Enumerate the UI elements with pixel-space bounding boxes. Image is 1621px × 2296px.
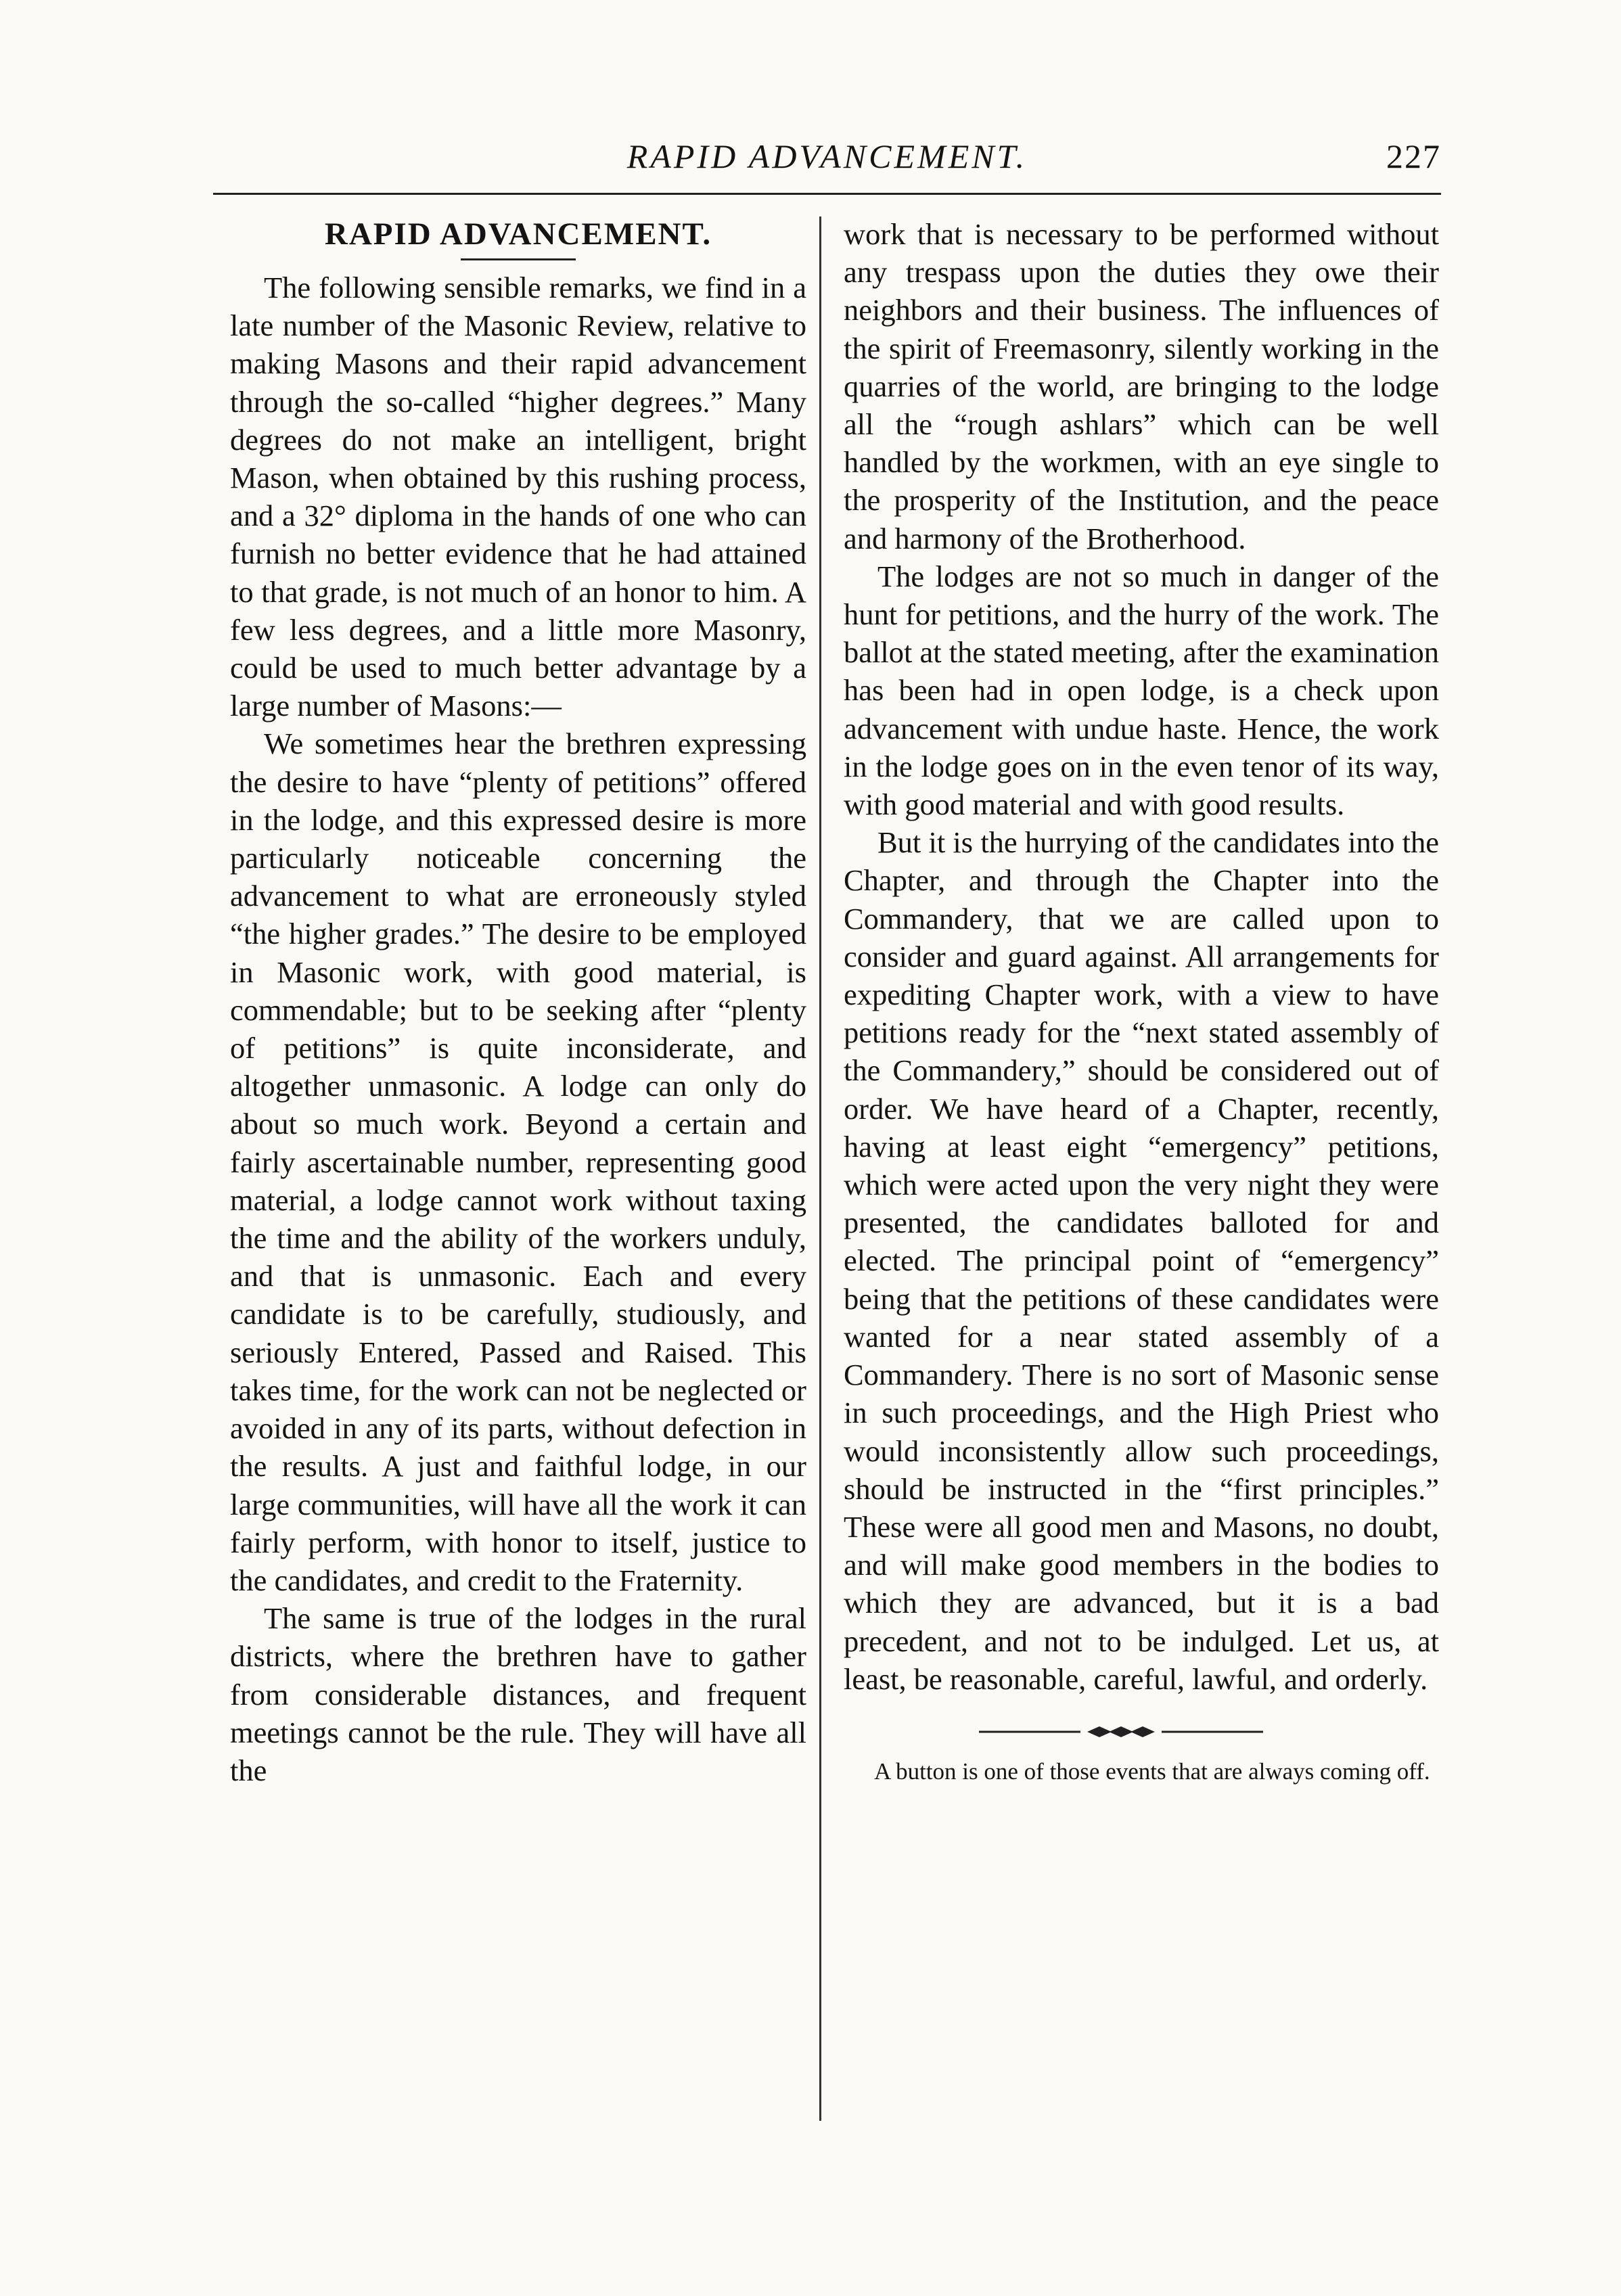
paragraph-ballot: The lodges are not so much in danger of the hunt for petitions, and the hurry of the work. The ballot at the stated meeting, after the examination has been had in open lodge, is a check upon advancement with undue haste. Hence, the work in the lodge goes on in the even tenor of its way, with good material and with good results.: [844, 559, 1439, 822]
paragraph-chapter: But it is the hurrying of the candidates into the Chapter, and through the Chapter into the Commandery, that we are called upon to consider and guard against. All arrangements for expediting Chapter work, with a view to have petitions ready for the “next stated assembly of the Commandery,” should be considered out of order. We have heard of a Chapter, recently, having at least eight “emergency” petitions, which were acted upon the very night they were presented, the candidates balloted for and elected. The principal point of “emergency” being that the petitions of these candidates were wanted for a near stated assembly of a Commandery. There is no sort of Masonic sense in such proceedings, and the High Priest who would inconsistently allow such proceedings, should be instructed in the “first principles.” These were all good men and Masons, no doubt, and will make good members in the bodies to which they are advanced, but it is a bad precedent, and not to be indulged. Let us, at least, be reasonable, careful, lawful, and orderly.: [844, 825, 1439, 1696]
article-title: RAPID ADVANCEMENT.: [324, 216, 712, 252]
right-column: [844, 215, 1439, 1787]
title-rule: [461, 258, 576, 260]
paragraph-intro: The following sensible remarks, we find in a late number of the Masonic Review, relative to making Masons and their rapid advancement through the so-called “higher degrees.” Many degrees do not make an intelligent, bright Mason, when obtained by this rushing process, and a 32° diploma in the hands of one who can furnish no better evidence that he had attained to that grade, is not much of an honor to him. A few less degrees, and a little more Masonry, could be used to much better advantage by a large number of Masons:—: [230, 271, 806, 723]
paragraph-continuation: work that is necessary to be performed without any trespass upon the duties they owe their neighbors and their business. The influences of the spirit of Freemasonry, silently working in the quarries of the world, are bringing to the lodge all the “rough ashlars” which can be well handled by the workmen, with an eye single to the prosperity of the Institution, and the peace and harmony of the Brotherhood.: [844, 217, 1439, 555]
running-head: [213, 137, 1441, 191]
left-column: [230, 215, 806, 1789]
header-rule: [213, 193, 1441, 195]
filler-note: A button is one of those events that are always coming off.: [874, 1758, 1430, 1785]
ornamental-rule: [979, 1725, 1263, 1739]
paragraph-rural-lodges: The same is true of the lodges in the rural districts, where the brethren have to gather from considerable distances, and frequent meetings cannot be the rule. They will have all the: [230, 1601, 806, 1787]
paragraph-petitions: We sometimes hear the brethren expressing the desire to have “plenty of petitions” offered in the lodge, and this expressed desire is more particularly noticeable concerning the advancement to what are erroneously styled “the higher grades.” The desire to be employed in Masonic work, with good material, is commendable; but to be seeking after “plenty of petitions” is quite inconsiderate, and altogether unmasonic. A lodge can only do about so much work. Beyond a certain and fairly ascertainable number, representing good material, a lodge cannot work without taxing the time and the ability of the workers unduly, and that is unmasonic. Each and every candidate is to be carefully, studiously, and seriously Entered, Passed and Raised. This takes time, for the work can not be neglected or avoided in any of its parts, without defection in the results. A just and faithful lodge, in our large communities, will have all the work it can fairly perform, with honor to itself, justice to the candidates, and credit to the Fraternity.: [230, 727, 806, 1597]
column-divider: [819, 216, 821, 2121]
page-number: 227: [1386, 137, 1441, 175]
running-title: RAPID ADVANCEMENT.: [626, 137, 1028, 175]
